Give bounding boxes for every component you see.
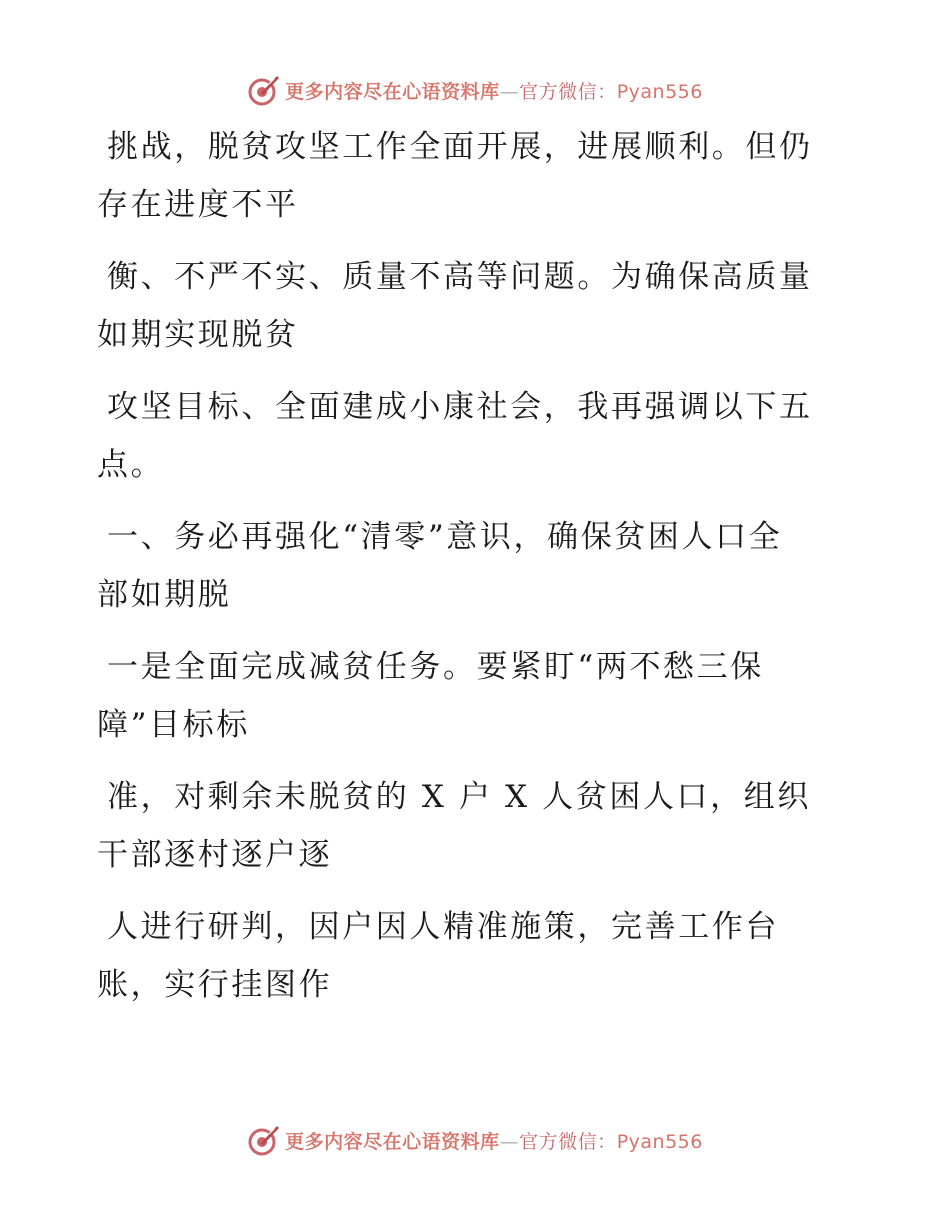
- paragraph-line: 衡、不严不实、质量不高等问题。为确保高质量: [107, 259, 813, 295]
- paragraph-line: 如期实现脱贫: [97, 317, 299, 353]
- paragraph-3: [97, 378, 837, 494]
- paragraph-6: [97, 768, 837, 884]
- header-site-name: 更多内容尽在心语资料库: [285, 80, 500, 103]
- paragraph-4: [97, 508, 837, 624]
- paragraph-7: [97, 898, 837, 1014]
- paragraph-line: 一、务必再强化“清零”意识，确保贫困人口全: [107, 519, 783, 555]
- paragraph-line: 障”目标标: [97, 707, 250, 743]
- quill-pen-logo-icon: [247, 73, 281, 107]
- quill-pen-logo-icon: [247, 1123, 281, 1157]
- paragraph-line: 挑战，脱贫攻坚工作全面开展，进展顺利。但仍: [107, 129, 813, 165]
- paragraph-line: 点。: [97, 447, 165, 483]
- paragraph-line: 一是全面完成减贫任务。要紧盯“两不愁三保: [107, 649, 764, 685]
- footer-site-name: 更多内容尽在心语资料库: [285, 1130, 500, 1153]
- footer-banner-text: [285, 1127, 703, 1154]
- paragraph-1: [97, 118, 837, 234]
- paragraph-line: 人进行研判，因户因人精准施策，完善工作台: [107, 909, 779, 945]
- paragraph-line: 攻坚目标、全面建成小康社会，我再强调以下五: [107, 389, 813, 425]
- paragraph-line: 存在进度不平: [97, 187, 299, 223]
- footer-wechat-label: 官方微信：: [519, 1130, 617, 1153]
- paragraph-line: 准，对剩余未脱贫的 X 户 X 人贫困人口，组织: [107, 779, 811, 815]
- paragraph-2: [97, 248, 837, 364]
- footer-dash: —: [499, 1130, 520, 1153]
- paragraph-line: 部如期脱: [97, 577, 232, 613]
- paragraph-line: 干部逐村逐户逐: [97, 837, 333, 873]
- document-body: [97, 118, 837, 1028]
- header-wechat-label: 官方微信：: [519, 80, 617, 103]
- header-banner: [0, 70, 950, 110]
- header-dash: —: [499, 80, 520, 103]
- header-banner-text: [285, 77, 703, 104]
- footer-banner: [0, 1120, 950, 1160]
- paragraph-5: [97, 638, 837, 754]
- paragraph-line: 账，实行挂图作: [97, 967, 333, 1003]
- header-wechat-handle: Pyan556: [616, 80, 703, 103]
- footer-wechat-handle: Pyan556: [616, 1130, 703, 1153]
